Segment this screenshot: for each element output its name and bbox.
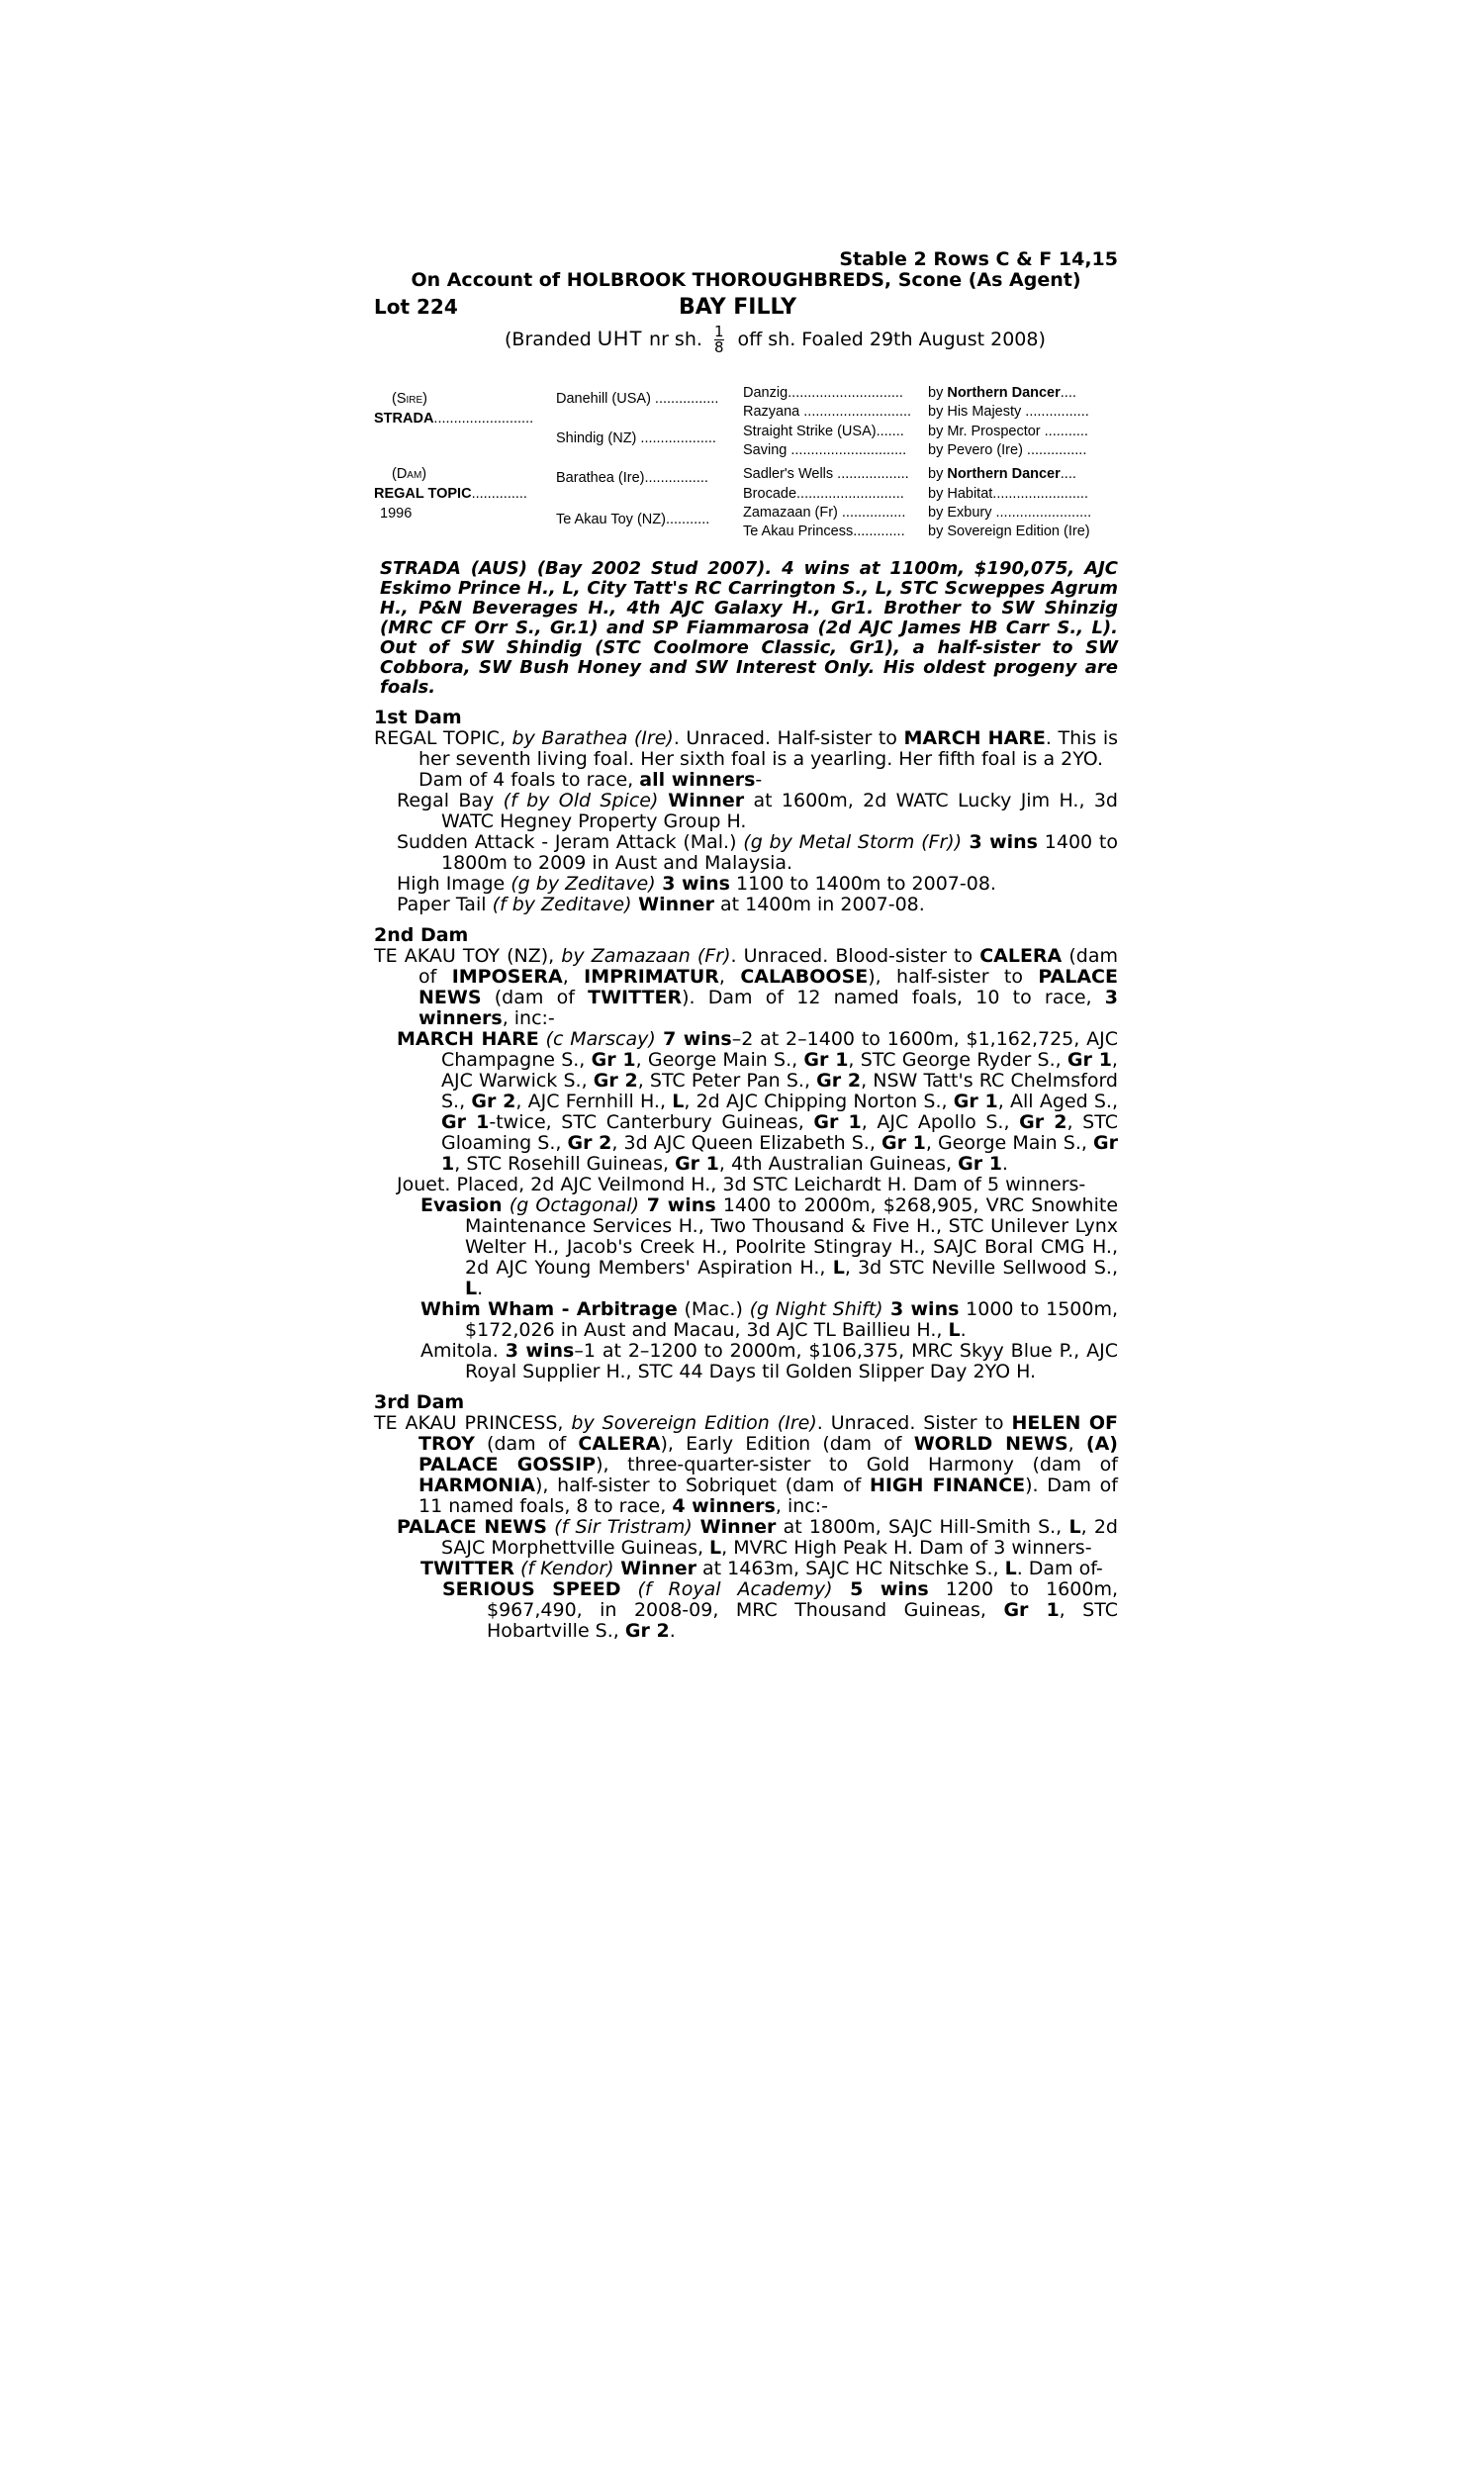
- grandsire-danehill: Danehill (USA) ................: [556, 391, 719, 407]
- ggs-4: Saving .............................: [743, 442, 907, 458]
- pn-t4: at 1800m, SAJC Hill-Smith S.,: [776, 1516, 1069, 1538]
- dam1-text-b: . This is her seventh living foal. Her sixth foal is a yearling. Her fifth foal is a 2YO.: [418, 727, 1119, 770]
- gggs-4: [928, 440, 1086, 461]
- grandprogeny-evasion: [374, 1195, 1118, 1299]
- progeny-jouet: Jouet. Placed, 2d AJC Veilmond H., 3d STC Leichardt H. Dam of 5 winners-: [397, 1174, 1086, 1195]
- progeny-3-name: High Image: [397, 873, 511, 895]
- progeny-sudden-attack: [374, 832, 1118, 874]
- gggs-4-name: Pevero (Ire) ...............: [947, 442, 1087, 458]
- dam-name: REGAL TOPIC: [374, 486, 472, 502]
- mh-t12: , STC Peter Pan S.,: [637, 1070, 817, 1092]
- tw-wins: Winner: [613, 1558, 696, 1579]
- pn-name: PALACE NEWS: [397, 1516, 547, 1538]
- dam1-text-c: Dam of 4 foals to race,: [418, 769, 640, 791]
- am-name: Amitola.: [420, 1340, 506, 1362]
- gggs-7: [928, 503, 1091, 523]
- gggs-2-by: by: [928, 404, 948, 420]
- progeny-palace-news: [374, 1517, 1118, 1559]
- gggs-5-name: Northern Dancer: [947, 466, 1061, 482]
- dam3-summary: [374, 1413, 1118, 1517]
- mh-t23: Gr 1: [813, 1111, 862, 1133]
- dam3-t4: HELEN OF TROY: [418, 1412, 1119, 1455]
- mh-t33: Gr 1: [675, 1153, 719, 1175]
- dam1-bold-sibling: MARCH HARE: [903, 727, 1046, 749]
- progeny-4-wins: Winner: [631, 894, 714, 915]
- dam2-t3: . Unraced. Blood-sister to: [730, 945, 980, 967]
- grandprogeny-amitola: [374, 1341, 1118, 1382]
- dam3-t3: . Unraced. Sister to: [816, 1412, 1012, 1434]
- section-third-dam: 3rd Dam: [374, 1391, 465, 1413]
- mh-t18: , 2d AJC Chipping Norton S.,: [684, 1091, 954, 1112]
- ww-t6: L: [948, 1319, 961, 1341]
- catalogue-page: [374, 249, 1118, 1642]
- mh-sire: (c Marscay): [538, 1028, 656, 1050]
- ggs-3: Straight Strike (USA).......: [743, 424, 904, 439]
- mh-t27: Gr 2: [567, 1132, 612, 1154]
- mh-t29: Gr 1: [881, 1132, 926, 1154]
- gggs-5-dots: ....: [1060, 466, 1076, 482]
- sire-summary: STRADA (AUS) (Bay 2002 Stud 2007). 4 wins at 1100m, $190,075, AJC Eskimo Prince H., L, City Tatt's RC Carrington S., L, STC Scweppes Agrum H., P&N Beverages H., 4th AJC Galaxy H., Gr1. Brother to SW Shinzig (MRC CF Orr S., Gr.1) and SP Fiammarosa (2d AJC James HB Carr S., L). Out of SW Shindig (STC Coolmore Classic, Gr1), a half-sister to SW Cobbora, SW Bush Honey and SW Interest Only. His oldest progeny are foals.: [380, 558, 1118, 698]
- mh-t30: , George Main S.,: [925, 1132, 1094, 1154]
- dam2-t11: ), half-sister to: [868, 966, 1039, 988]
- tw-t5: L: [1004, 1558, 1017, 1579]
- pedigree-table: [374, 369, 1118, 539]
- mh-t19: Gr 1: [953, 1091, 998, 1112]
- mh-t9: Gr 1: [1067, 1049, 1112, 1071]
- dam-foaled-year: 1996: [380, 506, 413, 522]
- dam1-dash: -: [755, 769, 763, 791]
- lot-row: [374, 297, 1118, 325]
- dam2-t5: (dam of: [418, 945, 1118, 988]
- dam2-t15: ). Dam of 12 named foals, 10 to race,: [682, 987, 1105, 1008]
- am-wins: 3 wins: [505, 1340, 575, 1362]
- dam1-summary: [374, 728, 1118, 791]
- grandprogeny-twitter: [374, 1559, 1118, 1579]
- dam3-t11: ), three-quarter-sister to Gold Harmony (dam of: [596, 1454, 1118, 1475]
- horse-description: BAY FILLY: [679, 295, 797, 320]
- mh-t20: , All Aged S.,: [997, 1091, 1118, 1112]
- dam3-t13: ), half-sister to Sobriquet (dam of: [534, 1475, 870, 1496]
- branded-prefix: (Branded: [505, 329, 592, 350]
- vendor-account: On Account of HOLBROOK THOROUGHBREDS, Scone (As Agent): [411, 269, 1081, 291]
- ww-t7: .: [960, 1319, 967, 1341]
- dam2-t14: TWITTER: [588, 987, 683, 1008]
- mh-t32: , STC Rosehill Guineas,: [454, 1153, 676, 1175]
- dam3-t6: CALERA: [578, 1433, 661, 1455]
- dam2-t16: 3 winners: [418, 987, 1118, 1029]
- progeny-2-sire: (g by Metal Storm (Fr)): [743, 831, 963, 853]
- branded-mid: nr sh.: [649, 329, 702, 350]
- ss-t6: , STC Hobartville S.,: [487, 1599, 1118, 1642]
- mh-t24: , AJC Apollo S.,: [861, 1111, 1020, 1133]
- ggs-1: Danzig.............................: [743, 385, 903, 401]
- dam3-t17: , inc:-: [775, 1495, 828, 1517]
- dam3-sire: by Sovereign Edition (Ire): [571, 1412, 817, 1434]
- ss-sire: (f Royal Academy): [620, 1578, 833, 1600]
- tw-t4: at 1463m, SAJC HC Nitschke S.,: [696, 1558, 1005, 1579]
- gggs-5: [928, 464, 1076, 485]
- gggs-1-dots: ....: [1060, 385, 1076, 401]
- pn-t7: L: [709, 1537, 722, 1559]
- section-first-dam: 1st Dam: [374, 707, 462, 728]
- dam2-t9: ,: [718, 966, 741, 988]
- ggs-2: Razyana ...........................: [743, 404, 912, 420]
- ww-name: Whim Wham - Arbitrage: [420, 1298, 678, 1320]
- dam-role: (Dam): [392, 466, 427, 482]
- dam-name-row: [374, 484, 527, 505]
- dam1-name: REGAL TOPIC,: [374, 727, 512, 749]
- gggs-7-name: Exbury ........................: [947, 505, 1092, 521]
- mh-t31: Gr 1: [441, 1132, 1118, 1175]
- mh-t28: , 3d AJC Queen Elizabeth S.,: [611, 1132, 881, 1154]
- dam2-t6: IMPOSERA: [451, 966, 563, 988]
- ev-t8: .: [477, 1278, 484, 1299]
- gggs-3: [928, 422, 1088, 442]
- section-second-dam: 2nd Dam: [374, 924, 469, 946]
- dam2-t8: IMPRIMATUR: [584, 966, 719, 988]
- ss-name: SERIOUS SPEED: [442, 1578, 621, 1600]
- dam3-t9: ,: [1067, 1433, 1086, 1455]
- pn-sire: (f Sir Tristram): [546, 1516, 693, 1538]
- progeny-2-name: Sudden Attack - Jeram Attack (Mal.): [397, 831, 744, 853]
- mh-t8: , STC George Ryder S.,: [848, 1049, 1067, 1071]
- dam3-t15: ). Dam of 11 named foals, 8 to race,: [418, 1475, 1118, 1517]
- mh-t25: Gr 2: [1019, 1111, 1067, 1133]
- mh-t10: , AJC Warwick S.,: [441, 1049, 1118, 1092]
- dam3-t12: HARMONIA: [418, 1475, 535, 1496]
- mh-t36: .: [1001, 1153, 1008, 1175]
- mh-t34: , 4th Australian Guineas,: [718, 1153, 959, 1175]
- tw-t6: . Dam of-: [1016, 1558, 1103, 1579]
- ev-sire: (g Octagonal): [502, 1194, 639, 1216]
- progeny-1-sire: (f by Old Spice): [503, 790, 659, 811]
- mh-t35: Gr 1: [958, 1153, 1002, 1175]
- dam2-t10: CALABOOSE: [740, 966, 869, 988]
- progeny-1-name: Regal Bay: [397, 790, 504, 811]
- grandprogeny-whim-wham: [374, 1299, 1118, 1341]
- progeny-paper-tail: [374, 895, 1118, 915]
- dam2-summary: [374, 946, 1118, 1029]
- dam1-all-winners: all winners: [639, 769, 756, 791]
- ggs-8: Te Akau Princess.............: [743, 523, 905, 539]
- mh-t7: Gr 1: [803, 1049, 849, 1071]
- ev-t5: L: [832, 1257, 845, 1279]
- mh-t22: -twice, STC Canterbury Guineas,: [489, 1111, 814, 1133]
- brand-denominator: 8: [713, 338, 724, 356]
- progeny-2-detail: 1400 to 1800m to 2009 in Aust and Malaysia.: [441, 831, 1118, 874]
- progeny-3-wins: 3 wins: [655, 873, 730, 895]
- progeny-high-image: [374, 874, 1118, 895]
- ggs-5: Sadler's Wells ..................: [743, 466, 909, 482]
- ww-t2: (Mac.): [677, 1298, 750, 1320]
- mh-t5: Gr 1: [591, 1049, 636, 1071]
- ev-wins: 7 wins: [639, 1194, 716, 1216]
- dam3-t16: 4 winners: [672, 1495, 776, 1517]
- gggs-1-by: by: [928, 385, 948, 401]
- gggs-1-name: Northern Dancer: [947, 385, 1061, 401]
- mh-t17: L: [672, 1091, 685, 1112]
- progeny-1-detail: at 1600m, 2d WATC Lucky Jim H., 3d WATC Hegney Property Group H.: [441, 790, 1118, 832]
- dam2-sire: by Zamazaan (Fr): [561, 945, 731, 967]
- dam2-t4: CALERA: [979, 945, 1063, 967]
- gggs-1: [928, 383, 1076, 404]
- mh-t13: Gr 2: [816, 1070, 862, 1092]
- sire-name: STRADA: [374, 411, 434, 427]
- dam2-t12: PALACE NEWS: [418, 966, 1118, 1008]
- progeny-4-detail: at 1400m in 2007-08.: [713, 894, 925, 915]
- progeny-1-wins: Winner: [658, 790, 745, 811]
- gggs-8-by: by: [928, 523, 948, 539]
- gggs-8: [928, 522, 1090, 542]
- mh-t6: , George Main S.,: [635, 1049, 804, 1071]
- gggs-6: [928, 484, 1088, 505]
- gggs-7-by: by: [928, 505, 948, 521]
- branded-suffix: off sh. Foaled 29th August 2008): [737, 329, 1046, 350]
- progeny-march-hare: [374, 1029, 1118, 1175]
- dam3-t7: ), Early Edition (dam of: [660, 1433, 914, 1455]
- sire-dots: .........................: [433, 411, 534, 427]
- gggs-4-by: by: [928, 442, 948, 458]
- gggs-2: [928, 402, 1089, 423]
- brand-line: [505, 325, 1118, 355]
- progeny-2-wins: 3 wins: [962, 831, 1038, 853]
- stable-location: Stable 2 Rows C & F 14,15: [839, 248, 1118, 270]
- progeny-3-detail: 1100 to 1400m to 2007-08.: [729, 873, 996, 895]
- dam2-t17: , inc:-: [502, 1007, 555, 1029]
- gggs-6-by: by: [928, 486, 948, 502]
- gggs-2-name: His Majesty ................: [947, 404, 1089, 420]
- am-detail: –1 at 2–1200 to 2000m, $106,375, MRC Skyy Blue P., AJC Royal Supplier H., STC 44 Days til Golden Slipper Day 2YO H.: [465, 1340, 1118, 1382]
- sire-role: (Sire): [392, 391, 427, 407]
- pn-t6: , 2d SAJC Morphettville Guineas,: [441, 1516, 1118, 1559]
- ww-t5: 1000 to 1500m, $172,026 in Aust and Macau, 3d AJC TL Baillieu H.,: [465, 1298, 1119, 1341]
- ss-t7: Gr 2: [624, 1620, 670, 1642]
- brand-numerator: 1: [713, 323, 724, 340]
- progeny-4-sire: (f by Zeditave): [492, 894, 632, 915]
- gggs-8-name: Sovereign Edition (Ire): [947, 523, 1090, 539]
- progeny-regal-bay: [374, 791, 1118, 832]
- ev-t4: 1400 to 2000m, $268,905, VRC Snowhite Maintenance Services H., Two Thousand & Five H., STC Unilever Lynx Welter H., Jacob's Creek H., Poolrite Stingray H., SAJC Boral CMG H., 2d AJC Young Members' Aspiration H.,: [465, 1194, 1119, 1279]
- dam3-t14: HIGH FINANCE: [869, 1475, 1026, 1496]
- gggs-6-name: Habitat........................: [947, 486, 1088, 502]
- ev-name: Evasion: [420, 1194, 503, 1216]
- mh-t15: Gr 2: [471, 1091, 516, 1112]
- ev-t6: , 3d STC Neville Sellwood S.,: [844, 1257, 1118, 1279]
- ss-t5: Gr 1: [1003, 1599, 1060, 1621]
- pn-t8: , MVRC High Peak H. Dam of 3 winners-: [721, 1537, 1092, 1559]
- dam3-t8: WORLD NEWS: [913, 1433, 1068, 1455]
- dam3-name: TE AKAU PRINCESS,: [374, 1412, 572, 1434]
- progeny-4-name: Paper Tail: [397, 894, 493, 915]
- ww-sire: (g Night Shift): [749, 1298, 883, 1320]
- dam-dots: ..............: [471, 486, 527, 502]
- ev-t7: L: [465, 1278, 478, 1299]
- dam2-name: TE AKAU TOY (NZ),: [374, 945, 562, 967]
- tw-name: TWITTER: [420, 1558, 514, 1579]
- brand-mark: UHT: [597, 328, 643, 350]
- granddam-shindig: Shindig (NZ) ...................: [556, 430, 716, 446]
- ww-wins: 3 wins: [882, 1298, 960, 1320]
- dam2-t7: ,: [562, 966, 585, 988]
- lot-number: Lot 224: [374, 295, 458, 319]
- mh-t4: –2 at 2–1400 to 1600m, $1,162,725, AJC Champagne S.,: [441, 1028, 1119, 1071]
- mh-t11: Gr 2: [593, 1070, 638, 1092]
- pn-t5: L: [1068, 1516, 1081, 1538]
- dam3-t5: (dam of: [474, 1433, 579, 1455]
- great-grandprogeny-serious-speed: [374, 1579, 1118, 1642]
- mh-t14: , NSW Tatt's RC Chelmsford S.,: [441, 1070, 1118, 1112]
- progeny-3-sire: (g by Zeditave): [510, 873, 656, 895]
- sire-name-row: [374, 409, 533, 429]
- tw-sire: (f Kendor): [513, 1558, 614, 1579]
- ss-t8: .: [669, 1620, 676, 1642]
- ggs-6: Brocade...........................: [743, 486, 904, 502]
- gggs-5-by: by: [928, 466, 948, 482]
- mh-t21: Gr 1: [441, 1111, 490, 1133]
- mh-t26: , STC Gloaming S.,: [441, 1111, 1118, 1154]
- mh-t16: , AJC Fernhill H.,: [515, 1091, 673, 1112]
- brand-fraction: [714, 325, 724, 355]
- dam1-sire: by Barathea (Ire): [511, 727, 674, 749]
- grandsire-barathea: Barathea (Ire)................: [556, 470, 708, 486]
- dam3-t10: (A) PALACE GOSSIP: [418, 1433, 1118, 1475]
- pn-wins: Winner: [692, 1516, 777, 1538]
- dam2-t13: (dam of: [481, 987, 589, 1008]
- gggs-3-by: by: [928, 424, 948, 439]
- ss-t4: 1200 to 1600m, $967,490, in 2008-09, MRC Thousand Guineas,: [487, 1578, 1118, 1621]
- granddam-te-akau-toy: Te Akau Toy (NZ)...........: [556, 512, 710, 527]
- ss-wins: 5 wins: [832, 1578, 929, 1600]
- dam1-text-a: . Unraced. Half-sister to: [673, 727, 904, 749]
- mh-name: MARCH HARE: [397, 1028, 539, 1050]
- mh-wins: 7 wins: [655, 1028, 732, 1050]
- ggs-7: Zamazaan (Fr) ................: [743, 505, 906, 521]
- gggs-3-name: Mr. Prospector ...........: [947, 424, 1088, 439]
